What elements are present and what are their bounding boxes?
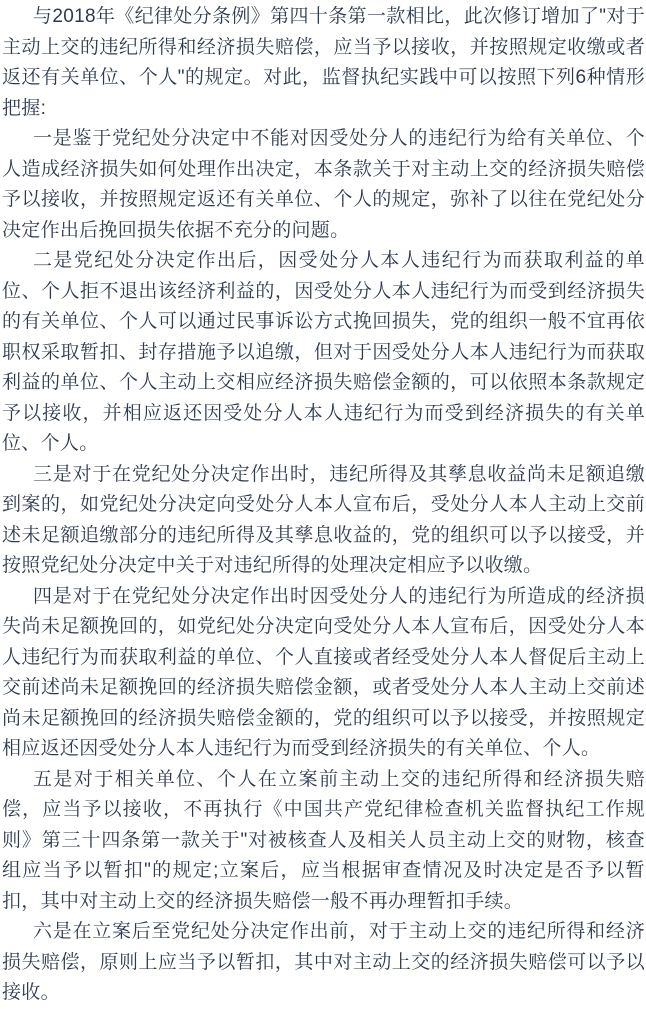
- paragraph-item-6: 六是在立案后至党纪处分决定作出前，对于主动上交的违纪所得和经济损失赔偿，原则上应当予以暂扣，其中对主动上交的经济损失赔偿可以予以接收。: [2, 921, 645, 1003]
- paragraph-item-2: 二是党纪处分决定作出后，因受处分人本人违纪行为而获取利益的单位、个人拒不退出该经济利益的，因受处分人本人违纪行为而受到经济损失的有关单位、个人可以通过民事诉讼方式挽回损失，党的组织一般不宜再依职权采取暂扣、封存措施予以追缴，但对于因受处分人本人违纪行为而获取利益的单位、个人主动上交相应经济损失赔偿金额的，可以依照本条款规定予以接收，并相应返还因受处分人本人违纪行为而受到经济损失的有关单位、个人。: [2, 250, 645, 454]
- paragraph-item-4: 四是对于在党纪处分决定作出时因受处分人的违纪行为所造成的经济损失尚未足额挽回的，如党纪处分决定向受处分人本人宣布后，因受处分人本人违纪行为而获取利益的单位、个人直接或者经受处分人本人督促后主动上交前述尚未足额挽回的经济损失赔偿金额，或者受处分人本人主动上交前述尚未足额挽回的经济损失赔偿金额的，党的组织可以予以接受，并按照规定相应返还因受处分人本人违纪行为而受到经济损失的有关单位、个人。: [2, 585, 645, 759]
- paragraph-intro: 与2018年《纪律处分条例》第四十条第一款相比，此次修订增加了"对于主动上交的违纪所得和经济损失赔偿，应当予以接收，并按照规定收缴或者返还有关单位、个人"的规定。对此，监督执纪实践中可以按照下列6种情形把握:: [2, 6, 645, 119]
- paragraph-item-5: 五是对于相关单位、个人在立案前主动上交的违纪所得和经济损失赔偿，应当予以接收，不再执行《中国共产党纪律检查机关监督执纪工作规则》第三十四条第一款关于"对被核查人及相关人员主动上交的财物，核查组应当予以暂扣"的规定;立案后，应当根据审查情况及时决定是否予以暂扣，其中对主动上交的经济损失赔偿一般不再办理暂扣手续。: [2, 768, 645, 912]
- paragraph-item-1: 一是鉴于党纪处分决定中不能对因受处分人的违纪行为给有关单位、个人造成经济损失如何处理作出决定，本条款关于对主动上交的经济损失赔偿予以接收，并按照规定返还有关单位、个人的规定，弥补了以往在党纪处分决定作出后挽回损失依据不充分的问题。: [2, 128, 645, 241]
- paragraph-item-3: 三是对于在党纪处分决定作出时，违纪所得及其孳息收益尚未足额追缴到案的，如党纪处分决定向受处分人本人宣布后，受处分人本人主动上交前述未足额追缴部分的违纪所得及其孳息收益的，党的组织可以予以接受，并按照党纪处分决定中关于对违纪所得的处理决定相应予以收缴。: [2, 463, 645, 576]
